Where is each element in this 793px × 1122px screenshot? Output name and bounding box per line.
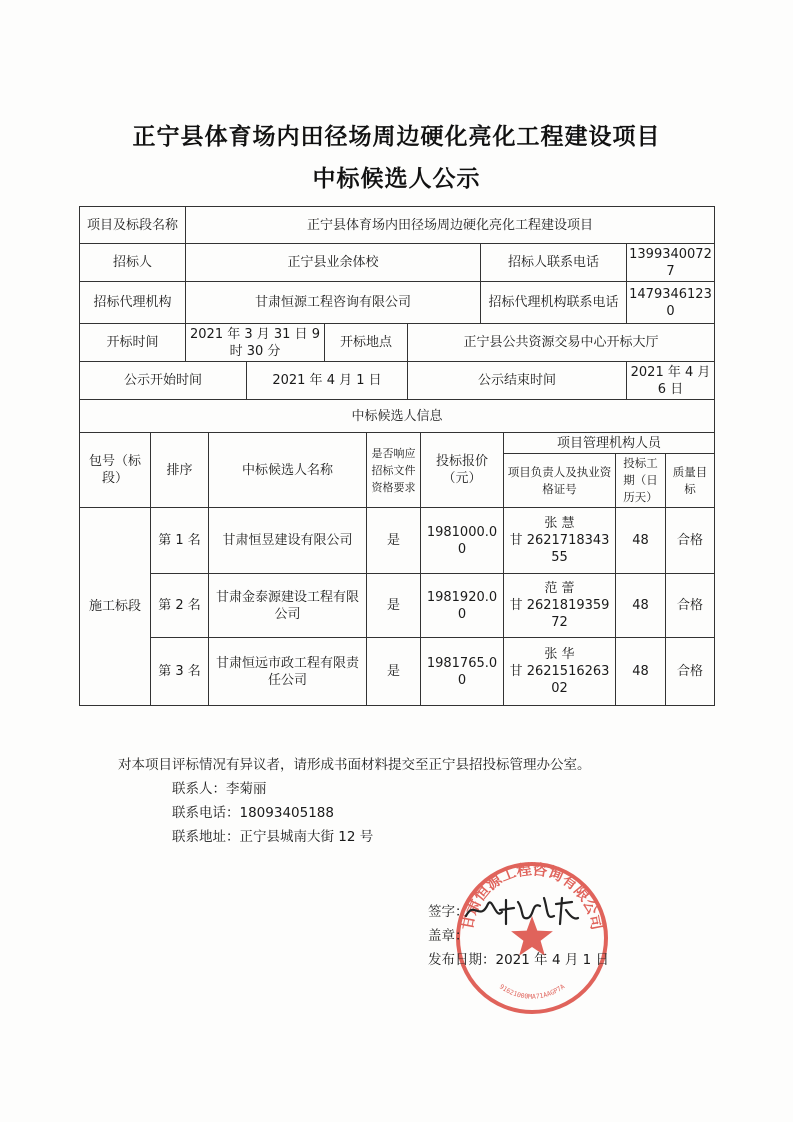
open-time-label: 开标时间 (80, 324, 186, 362)
seal-label: 盖章： (428, 928, 469, 944)
tenderer-value: 正宁县业余体校 (186, 244, 481, 282)
candidate-name-cell: 甘肃恒远市政工程有限责任公司 (209, 638, 367, 706)
document-title: 正宁县体育场内田径场周边硬化亮化工程建设项目 (132, 124, 661, 150)
agency-phone-label: 招标代理机构联系电话 (481, 282, 627, 324)
qualified-cell: 是 (367, 508, 421, 574)
section-title: 中标候选人信息 (80, 400, 715, 433)
candidate-name-cell: 甘肃恒昱建设有限公司 (209, 508, 367, 574)
manager-cell (504, 574, 616, 638)
agency-value: 甘肃恒源工程咨询有限公司 (186, 282, 481, 324)
candidate-name-cell: 甘肃金泰源建设工程有限公司 (209, 574, 367, 638)
price-cell: 1981000.00 (421, 508, 504, 574)
header-mgmt: 项目管理机构人员 (504, 433, 715, 454)
header-manager: 项目负责人及执业资格证号 (504, 454, 616, 508)
pub-start-value: 2021 年 4 月 1 日 (247, 362, 408, 400)
manager-cert: 甘 262151626302 (509, 664, 610, 696)
rank-cell: 第 2 名 (151, 574, 209, 638)
period-cell: 48 (616, 574, 666, 638)
objection-text: 对本项目评标情况有异议者，请形成书面材料提交至正宁县招投标管理办公室。 (118, 757, 591, 773)
manager-name: 张 华 (544, 647, 575, 662)
project-label: 项目及标段名称 (80, 207, 186, 244)
contact-phone: 联系电话：18093405188 (172, 805, 334, 821)
seal-code: 91621000MA71AAGP7A (497, 982, 567, 1001)
publish-date: 发布日期：2021 年 4 月 1 日 (428, 952, 609, 968)
basic-info-table (79, 206, 715, 433)
price-cell: 1981765.00 (421, 638, 504, 706)
tenderer-label: 招标人 (80, 244, 186, 282)
agency-phone-value: 14793461230 (627, 282, 715, 324)
tenderer-phone-label: 招标人联系电话 (481, 244, 627, 282)
project-value: 正宁县体育场内田径场周边硬化亮化工程建设项目 (186, 207, 715, 244)
open-place-label: 开标地点 (325, 324, 408, 362)
header-rank: 排序 (151, 433, 209, 508)
signature-label: 签字： (428, 904, 469, 920)
manager-cert: 甘 262171834355 (509, 533, 610, 565)
pub-start-label: 公示开始时间 (80, 362, 247, 400)
pub-end-value: 2021 年 4 月 6 日 (627, 362, 715, 400)
manager-name: 张 慧 (544, 516, 575, 531)
table-row (80, 574, 715, 638)
rank-cell: 第 3 名 (151, 638, 209, 706)
header-price: 投标报价（元） (421, 433, 504, 508)
manager-cert: 甘 262181935972 (509, 598, 610, 630)
svg-text:91621000MA71AAGP7A (498, 983, 566, 1001)
price-cell: 1981920.00 (421, 574, 504, 638)
open-place-value: 正宁县公共资源交易中心开标大厅 (408, 324, 715, 362)
document-subtitle: 中标候选人公示 (312, 166, 481, 192)
pub-end-label: 公示结束时间 (408, 362, 627, 400)
package-value: 施工标段 (80, 508, 151, 706)
quality-cell: 合格 (666, 638, 715, 706)
contact-person: 联系人：李菊丽 (172, 781, 267, 797)
quality-cell: 合格 (666, 574, 715, 638)
quality-cell: 合格 (666, 508, 715, 574)
header-name: 中标候选人名称 (209, 433, 367, 508)
period-cell: 48 (616, 638, 666, 706)
header-qualified: 是否响应招标文件资格要求 (367, 433, 421, 508)
notes-block (118, 753, 591, 849)
manager-cell (504, 638, 616, 706)
candidates-table (79, 432, 715, 706)
sign-block (428, 900, 609, 972)
manager-cell (504, 508, 616, 574)
open-time-value: 2021 年 3 月 31 日 9 时 30 分 (186, 324, 325, 362)
header-period: 投标工期（日历天） (616, 454, 666, 508)
qualified-cell: 是 (367, 638, 421, 706)
manager-name: 范 蕾 (544, 581, 575, 596)
qualified-cell: 是 (367, 574, 421, 638)
contact-address: 联系地址：正宁县城南大街 12 号 (172, 829, 374, 845)
period-cell: 48 (616, 508, 666, 574)
header-quality: 质量目标 (666, 454, 715, 508)
agency-label: 招标代理机构 (80, 282, 186, 324)
rank-cell: 第 1 名 (151, 508, 209, 574)
tenderer-phone-value: 13993400727 (627, 244, 715, 282)
table-row (80, 638, 715, 706)
seal-text: 甘肃恒源工程咨询有限公司 (457, 860, 607, 932)
header-package: 包号（标段） (80, 433, 151, 508)
table-row (80, 508, 715, 574)
